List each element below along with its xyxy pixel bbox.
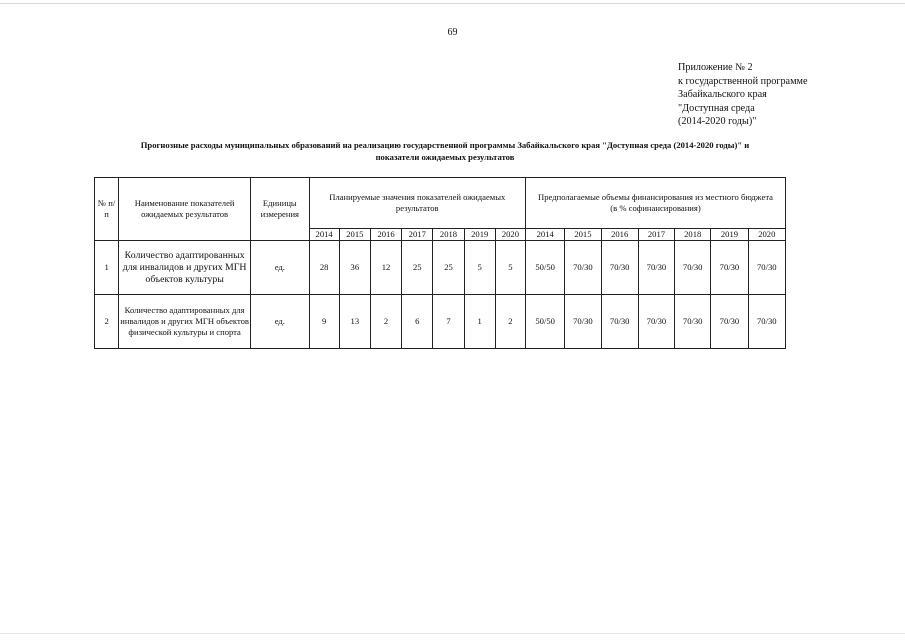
row-number: 1 xyxy=(95,241,119,295)
year-header: 2018 xyxy=(433,229,464,241)
header-name: Наименование показателей ожидаемых результатов xyxy=(119,178,251,241)
planned-value: 1 xyxy=(464,295,495,349)
planned-value: 5 xyxy=(464,241,495,295)
year-header: 2019 xyxy=(711,229,748,241)
financing-share: 70/30 xyxy=(565,241,601,295)
appendix-line: Забайкальского края xyxy=(678,89,767,101)
appendix-line: "Доступная среда xyxy=(678,102,755,114)
year-header: 2016 xyxy=(601,229,638,241)
year-header: 2016 xyxy=(370,229,401,241)
row-indicator-name: Количество адаптированных для инвалидов и других МГН объектов культуры xyxy=(119,241,251,295)
planned-value: 25 xyxy=(433,241,464,295)
planned-value: 36 xyxy=(339,241,370,295)
financing-share: 70/30 xyxy=(601,241,638,295)
financing-share: 70/30 xyxy=(675,295,711,349)
financing-share: 70/30 xyxy=(638,241,674,295)
scan-top-edge xyxy=(0,3,905,4)
planned-value: 7 xyxy=(433,295,464,349)
header-row xyxy=(95,178,786,229)
document-title xyxy=(95,140,795,163)
appendix-line: (2014-2020 годы)" xyxy=(678,116,757,128)
table-row xyxy=(95,295,786,349)
planned-value: 13 xyxy=(339,295,370,349)
row-units: ед. xyxy=(251,295,309,349)
financing-share: 70/30 xyxy=(675,241,711,295)
financing-share: 70/30 xyxy=(565,295,601,349)
year-header: 2019 xyxy=(464,229,495,241)
year-header: 2020 xyxy=(495,229,525,241)
financing-share: 70/30 xyxy=(601,295,638,349)
planned-value: 5 xyxy=(495,241,525,295)
year-header: 2015 xyxy=(565,229,601,241)
table-row xyxy=(95,241,786,295)
year-header: 2018 xyxy=(675,229,711,241)
planned-value: 9 xyxy=(309,295,339,349)
planned-value: 6 xyxy=(402,295,433,349)
financing-share: 70/30 xyxy=(711,241,748,295)
row-indicator-name: Количество адаптированных для инвалидов и других МГН объектов физической культуры и спорта xyxy=(119,295,251,349)
appendix-line: Приложение № 2 xyxy=(678,62,753,73)
document-title-line: Прогнозные расходы муниципальных образований на реализацию государственной программы Забайкальского края "Доступная среда (2014-2020 годы)" и xyxy=(140,140,750,150)
scan-bottom-edge xyxy=(0,633,905,634)
results-table xyxy=(94,177,786,349)
planned-value: 25 xyxy=(402,241,433,295)
planned-value: 2 xyxy=(495,295,525,349)
financing-share: 70/30 xyxy=(638,295,674,349)
header-financing: Предполагаемые объемы финансирования из местного бюджета (в % софинансирования) xyxy=(526,178,786,229)
financing-share: 50/50 xyxy=(526,241,565,295)
financing-share: 50/50 xyxy=(526,295,565,349)
row-units: ед. xyxy=(251,241,309,295)
appendix-line: к государственной программе xyxy=(678,75,808,87)
financing-share: 70/30 xyxy=(711,295,748,349)
year-header: 2014 xyxy=(526,229,565,241)
year-header: 2017 xyxy=(638,229,674,241)
planned-value: 12 xyxy=(370,241,401,295)
appendix-block xyxy=(678,61,808,129)
year-header: 2020 xyxy=(748,229,785,241)
header-number: № п/п xyxy=(95,178,119,241)
year-header: 2017 xyxy=(402,229,433,241)
header-units: Единицы измерения xyxy=(251,178,309,241)
header-planned-values: Планируемые значения показателей ожидаемых результатов xyxy=(309,178,526,229)
financing-share: 70/30 xyxy=(748,295,785,349)
row-number: 2 xyxy=(95,295,119,349)
year-header: 2014 xyxy=(309,229,339,241)
planned-value: 2 xyxy=(370,295,401,349)
planned-value: 28 xyxy=(309,241,339,295)
document-title-line: показатели ожидаемых результатов xyxy=(375,151,515,162)
page-number: 69 xyxy=(447,27,458,38)
year-header: 2015 xyxy=(339,229,370,241)
financing-share: 70/30 xyxy=(748,241,785,295)
